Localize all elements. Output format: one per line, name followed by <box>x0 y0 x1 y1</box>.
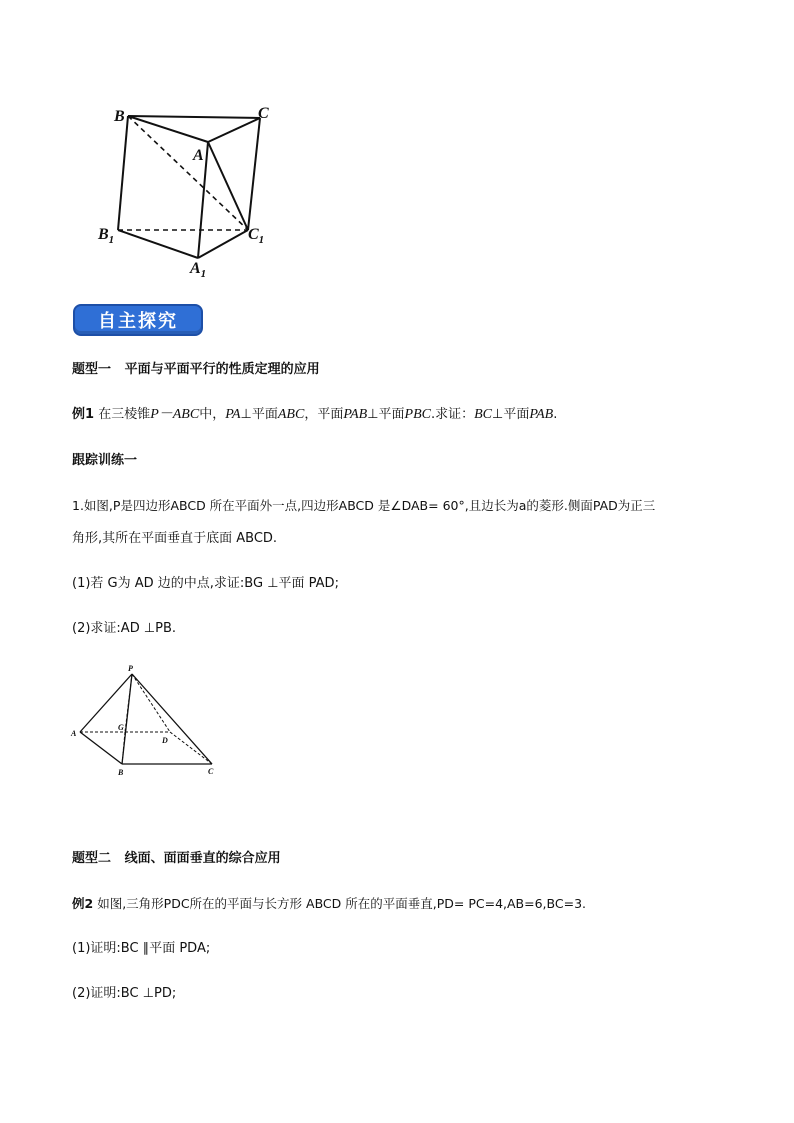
label-C: C <box>208 767 214 776</box>
example1-math: BC <box>474 407 492 422</box>
pyramid-edges <box>80 674 212 764</box>
edge-AB <box>80 732 122 764</box>
label-A1: $A_1$ <box>190 260 207 280</box>
example1-math: PBC <box>404 407 431 422</box>
edge-AC1 <box>208 142 248 230</box>
edge-PC <box>132 674 212 764</box>
example2-text: 如图,三角形PDC所在的平面与长方形 ABCD 所在的平面垂直,PD= PC=4,AB=6,BC=3. <box>97 896 587 911</box>
example1-text: ，平面 <box>304 407 344 422</box>
prism-figure <box>90 96 290 286</box>
edge-CC1 <box>248 118 260 230</box>
problem1-line2: 角形,其所在平面垂直于底面 ABCD. <box>72 531 278 546</box>
problem1-part2: (2)求证:AD ⊥PB. <box>72 621 177 636</box>
label-C: C <box>258 105 269 122</box>
type1-heading <box>72 361 320 379</box>
example1 <box>72 406 557 424</box>
example1-text: .求证： <box>430 407 475 422</box>
edge-PD <box>132 674 170 732</box>
example1-text: ⊥平面 <box>367 407 405 422</box>
edge-AC <box>208 118 260 142</box>
label-B: B <box>118 768 124 777</box>
edge-BC <box>128 116 260 118</box>
example1-math: PAB <box>343 407 368 422</box>
example1-math: PA <box>225 407 241 422</box>
edge-DC <box>170 732 212 764</box>
prism-edges <box>118 116 260 258</box>
example2-part2: (2)证明:BC ⊥PD; <box>72 986 177 1001</box>
pyramid-dashed-edges <box>80 674 212 764</box>
edge-BC1 <box>128 116 248 230</box>
problem1-line1: 1.如图,P是四边形ABCD 所在平面外一点,四边形ABCD 是∠DAB= 60°,且边长为a的菱形.侧面PAD为正三 <box>72 498 656 513</box>
edge-BA <box>128 116 208 142</box>
example1-label: 例1 <box>72 407 95 422</box>
pyramid-figure <box>66 660 226 780</box>
edge-PA <box>80 674 132 732</box>
section-badge: 自主探究 <box>73 304 203 336</box>
label-D: D <box>162 736 168 745</box>
practice1-heading: 跟踪训练一 <box>72 453 138 468</box>
example1-text: ⊥平面 <box>240 407 278 422</box>
type2-label: 题型二 <box>72 851 112 866</box>
example1-text: 中， <box>199 407 226 422</box>
example1-text: ⊥平面 <box>492 407 530 422</box>
type1-label: 题型一 <box>72 362 112 377</box>
example1-math: ABC <box>277 407 305 422</box>
type1-title: 平面与平面平行的性质定理的应用 <box>124 362 320 377</box>
example2-part1: (1)证明:BC ∥平面 PDA; <box>72 941 211 956</box>
edge-BB1 <box>118 116 128 230</box>
label-A: A <box>71 729 77 738</box>
example1-text: 在三棱锥 <box>98 407 151 422</box>
label-P: P <box>128 664 133 673</box>
label-C1: $C_1$ <box>248 226 265 246</box>
type2-heading <box>72 850 281 868</box>
example1-math: P－ABC <box>150 407 200 422</box>
example1-text: . <box>553 407 558 422</box>
example2 <box>72 895 586 913</box>
example2-label: 例2 <box>72 896 94 911</box>
example1-math: PAB <box>529 407 554 422</box>
edge-A1C1 <box>198 230 248 258</box>
label-G: G <box>118 723 124 732</box>
problem1-part1: (1)若 G为 AD 边的中点,求证:BG ⊥平面 PAD; <box>72 576 339 591</box>
label-A: A <box>193 147 204 164</box>
label-B: B <box>114 108 125 125</box>
label-B1: $B_1$ <box>98 226 115 246</box>
edge-B1A1 <box>118 230 198 258</box>
type2-title: 线面、面面垂直的综合应用 <box>124 851 281 866</box>
